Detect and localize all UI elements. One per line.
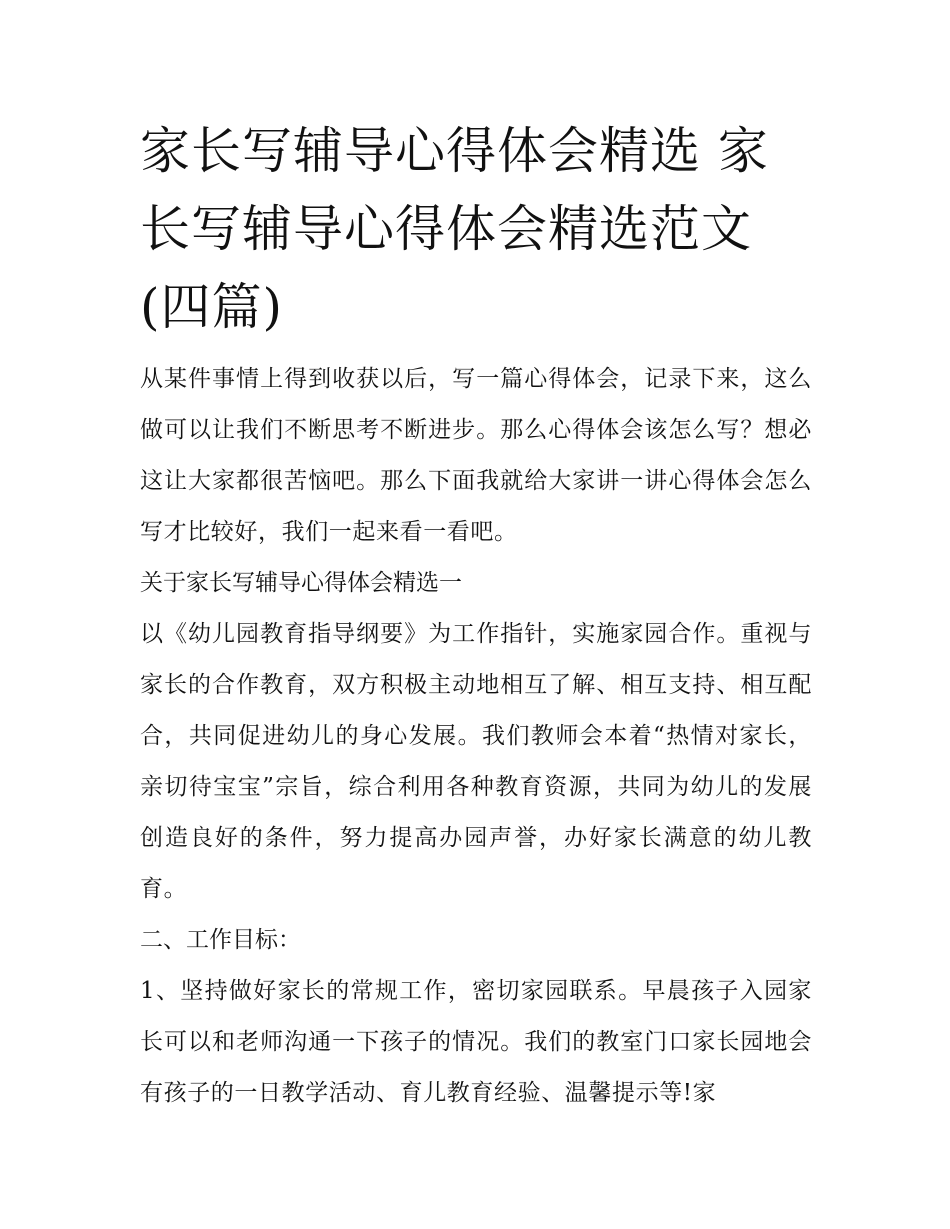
document-body bbox=[140, 112, 812, 1119]
intro-paragraph: 从某件事情上得到收获以后，写一篇心得体会，记录下来，这么做可以让我们不断思考不断进步。那么心得体会该怎么写？想必这让大家都很苦恼吧。那么下面我就给大家讲一讲心得体会怎么写才比较好，我们一起来看一看吧。 bbox=[140, 366, 812, 545]
document-title: 家长写辅导心得体会精选 家长写辅导心得体会精选范文(四篇) bbox=[140, 122, 769, 336]
goals-heading: 二、工作目标： bbox=[140, 927, 301, 953]
section-heading-1: 关于家长写辅导心得体会精选一 bbox=[140, 570, 462, 596]
section-paragraph-1: 以《幼儿园教育指导纲要》为工作指针，实施家园合作。重视与家长的合作教育，双方积极主动地相互了解、相互支持、相互配合，共同促进幼儿的身心发展。我们教师会本着“热情对家长，亲切待宝宝”宗旨，综合利用各种教育资源，共同为幼儿的发展创造良好的条件，努力提高办园声誉，办好家长满意的幼儿教育。 bbox=[140, 621, 812, 902]
goal-item-1: 1、坚持做好家长的常规工作，密切家园联系。早晨孩子入园家长可以和老师沟通一下孩子的情况。我们的教室门口家长园地会有孩子的一日教学活动、育儿教育经验、温馨提示等!家 bbox=[140, 978, 812, 1106]
